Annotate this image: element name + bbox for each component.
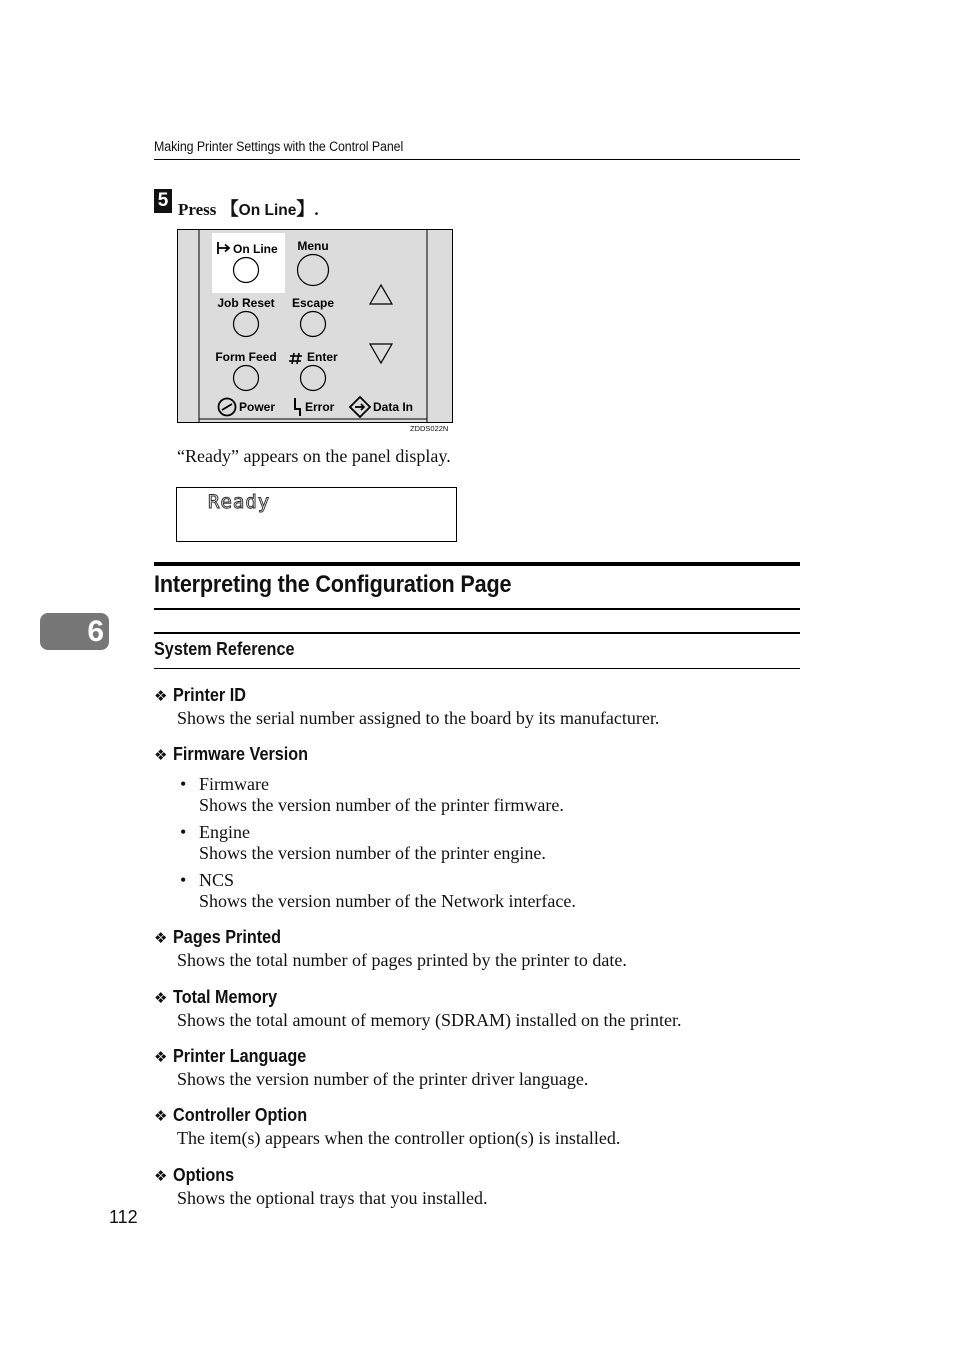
diamond-icon: ❖ <box>154 1107 168 1125</box>
item-description: Shows the total amount of memory (SDRAM) installed on the printer. <box>177 1010 682 1030</box>
bullet-term: NCS <box>199 870 235 890</box>
diamond-icon: ❖ <box>154 746 168 764</box>
bullet-icon: • <box>180 870 187 890</box>
item-title: Pages Printed <box>173 927 282 947</box>
item-title: Printer Language <box>173 1046 307 1066</box>
bullet-icon: • <box>180 822 187 842</box>
power-label: Power <box>239 400 276 414</box>
step-press-word: Press <box>178 200 217 219</box>
item-title: Printer ID <box>173 685 247 705</box>
diamond-icon: ❖ <box>154 1167 168 1185</box>
job-reset-label: Job Reset <box>217 296 275 310</box>
bullet-icon: • <box>180 774 187 794</box>
item-heading <box>154 927 294 948</box>
control-panel-illustration <box>177 229 453 423</box>
ready-note: “Ready” appears on the panel display. <box>177 446 451 466</box>
enter-label: Enter <box>307 350 338 364</box>
subsection-title: System Reference <box>154 639 295 659</box>
section-title: Interpreting the Configuration Page <box>154 571 512 598</box>
chapter-tab: 6 <box>40 613 109 650</box>
diamond-icon: ❖ <box>154 687 168 705</box>
item-heading <box>154 1046 321 1067</box>
bullet-term: Engine <box>199 822 250 842</box>
header-rule <box>154 159 800 160</box>
item-title: Controller Option <box>173 1105 308 1125</box>
item-heading <box>154 1105 322 1126</box>
bullet-description: Shows the version number of the Network interface. <box>199 891 576 911</box>
section-top-rule <box>154 562 800 566</box>
page-number: 112 <box>109 1207 138 1227</box>
item-description: Shows the serial number assigned to the board by its manufacturer. <box>177 708 660 728</box>
diamond-icon: ❖ <box>154 1048 168 1066</box>
escape-label: Escape <box>291 296 335 310</box>
item-description: Shows the optional trays that you installed. <box>177 1188 488 1208</box>
item-heading <box>154 744 324 765</box>
item-heading <box>154 987 289 1008</box>
bullet-description: Shows the version number of the printer engine. <box>199 843 546 863</box>
key-label: On Line <box>238 202 297 219</box>
menu-button-label: Menu <box>297 239 329 253</box>
item-description: Shows the version number of the printer driver language. <box>177 1069 589 1089</box>
error-label: Error <box>305 400 335 414</box>
subsection-bottom-rule <box>154 668 800 669</box>
section-bottom-rule <box>154 608 800 610</box>
item-title: Firmware Version <box>173 744 309 764</box>
figure-id: ZDDS022N <box>410 424 449 433</box>
diamond-icon: ❖ <box>154 989 168 1007</box>
diamond-icon: ❖ <box>154 929 168 947</box>
item-title: Options <box>173 1165 235 1185</box>
key-bracket-open: 【 <box>220 199 239 219</box>
display-text: Ready <box>208 491 271 513</box>
step-number: 5 <box>154 189 172 213</box>
item-heading <box>154 1165 241 1186</box>
online-button-label: On Line <box>233 242 278 256</box>
form-feed-label: Form Feed <box>215 350 277 364</box>
subsection-top-rule <box>154 632 800 634</box>
item-description: The item(s) appears when the controller option(s) is installed. <box>177 1128 621 1148</box>
data-in-label: Data In <box>373 400 414 414</box>
step-instruction <box>178 195 319 221</box>
item-title: Total Memory <box>173 987 278 1007</box>
item-description: Shows the total number of pages printed by the printer to date. <box>177 950 627 970</box>
item-heading <box>154 685 254 706</box>
key-bracket-close: 】 <box>296 199 315 219</box>
panel-display <box>176 487 457 542</box>
step-period: . <box>314 200 319 219</box>
bullet-term: Firmware <box>199 774 269 794</box>
running-header: Making Printer Settings with the Control Panel <box>154 139 404 154</box>
bullet-description: Shows the version number of the printer firmware. <box>199 795 564 815</box>
